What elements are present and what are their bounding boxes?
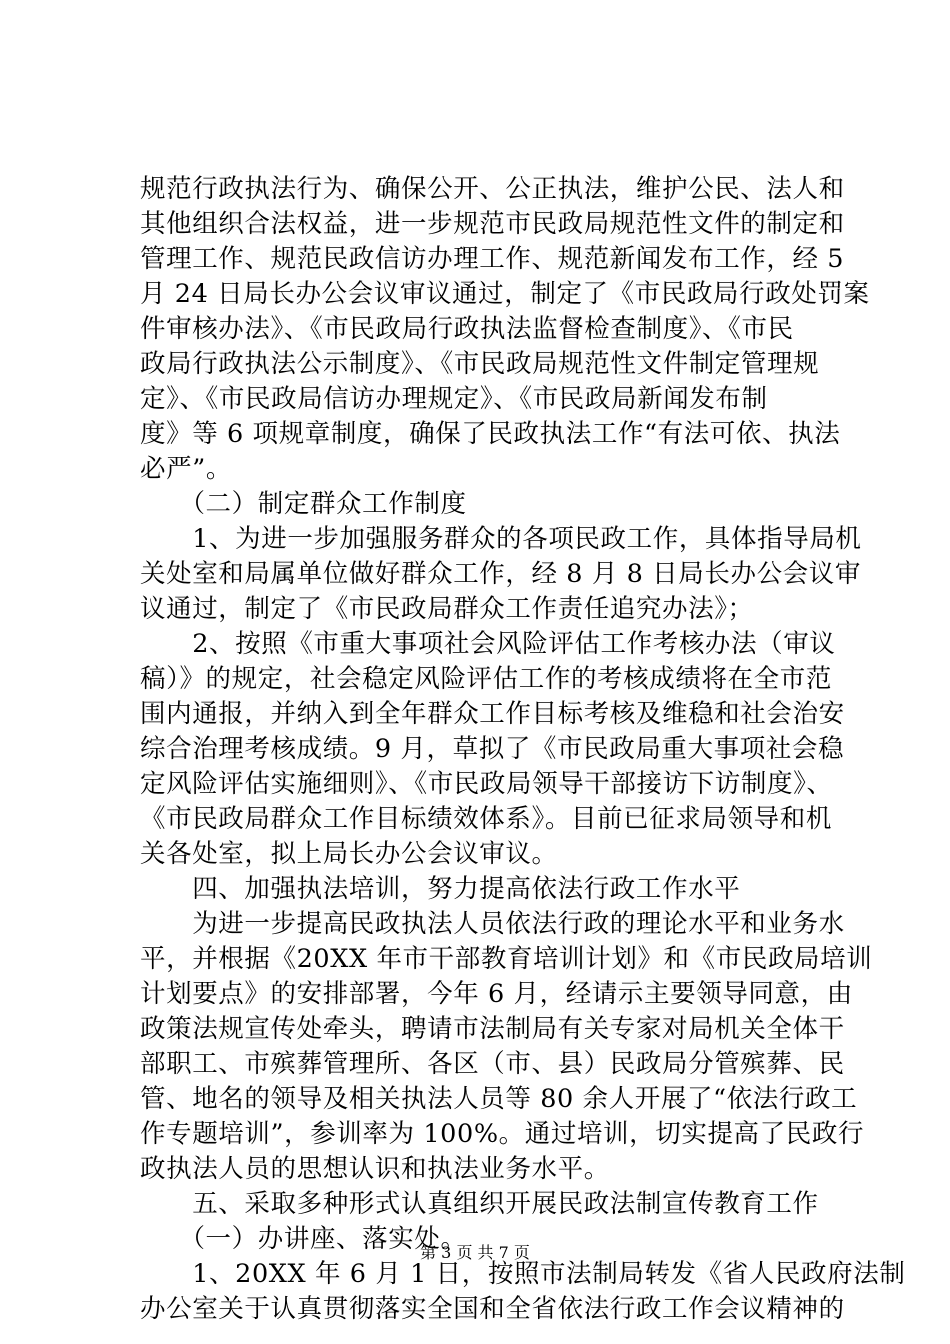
text-line: 定风险评估实施细则》、《市民政局领导干部接访下访制度》、	[140, 769, 833, 799]
text-line: 定》、《市民政局信访办理规定》、《市民政局新闻发布制	[140, 384, 768, 414]
text-line: 1、20XX 年 6 月 1 日，按照市法制局转发《省人民政府法制	[140, 1259, 906, 1289]
text-line: 规范行政执法行为、确保公开、公正执法，维护公民、法人和	[140, 174, 845, 204]
section-heading: （一）办讲座、落实处。	[140, 1224, 467, 1254]
text-line: 管理工作、规范民政信访办理工作、规范新闻发布工作，经 5	[140, 244, 845, 274]
text-line: 其他组织合法权益，进一步规范市民政局规范性文件的制定和	[140, 209, 845, 239]
section-heading: （二）制定群众工作制度	[140, 489, 467, 519]
text-line: 1、为进一步加强服务群众的各项民政工作，具体指导局机	[140, 524, 862, 554]
text-line: 综合治理考核成绩。9 月，草拟了《市民政局重大事项社会稳	[140, 734, 845, 764]
page-number-footer: 第 3 页 共 7 页	[420, 1243, 530, 1262]
text-line: 为进一步提高民政执法人员依法行政的理论水平和业务水	[140, 909, 845, 939]
text-line: 2、按照《市重大事项社会风险评估工作考核办法（审议	[140, 629, 836, 659]
text-line: 办公室关于认真贯彻落实全国和全省依法行政工作会议精神的	[140, 1294, 845, 1324]
text-line: 政局行政执法公示制度》、《市民政局规范性文件制定管理规	[140, 349, 820, 379]
text-line: 月 24 日局长办公会议审议通过，制定了《市民政局行政处罚案	[140, 279, 870, 309]
text-line: 管、地名的领导及相关执法人员等 80 余人开展了“依法行政工	[140, 1084, 858, 1114]
text-line: 围内通报，并纳入到全年群众工作目标考核及维稳和社会治安	[140, 699, 845, 729]
text-line: 关处室和局属单位做好群众工作，经 8 月 8 日局长办公会议审	[140, 559, 861, 589]
text-line: 《市民政局群众工作目标绩效体系》。目前已征求局领导和机	[140, 804, 832, 834]
text-line: 必严”。	[140, 454, 232, 484]
text-line: 件审核办法》、《市民政局行政执法监督检查制度》、《市民	[140, 314, 794, 344]
text-line: 关各处室，拟上局长办公会议审议。	[140, 839, 558, 869]
text-line: 作专题培训”，参训率为 100%。通过培训，切实提高了民政行	[140, 1119, 865, 1149]
text-line: 政执法人员的思想认识和执法业务水平。	[140, 1154, 610, 1184]
text-line: 部职工、市殡葬管理所、各区（市、县）民政局分管殡葬、民	[140, 1049, 845, 1079]
document-body	[140, 172, 906, 1327]
section-heading: 五、采取多种形式认真组织开展民政法制宣传教育工作	[140, 1189, 819, 1219]
text-line: 议通过，制定了《市民政局群众工作责任追究办法》；	[140, 594, 754, 624]
text-line: 政策法规宣传处牵头，聘请市法制局有关专家对局机关全体干	[140, 1014, 845, 1044]
text-line: 计划要点》的安排部署，今年 6 月，经请示主要领导同意，由	[140, 979, 853, 1009]
text-line: 度》等 6 项规章制度，确保了民政执法工作“有法可依、执法	[140, 419, 841, 449]
text-line: 平，并根据《20XX 年市干部教育培训计划》和《市民政局培训	[140, 944, 873, 974]
text-line: 稿）》的规定，社会稳定风险评估工作的考核成绩将在全市范	[140, 664, 832, 694]
section-heading: 四、加强执法培训，努力提高依法行政工作水平	[140, 874, 741, 904]
